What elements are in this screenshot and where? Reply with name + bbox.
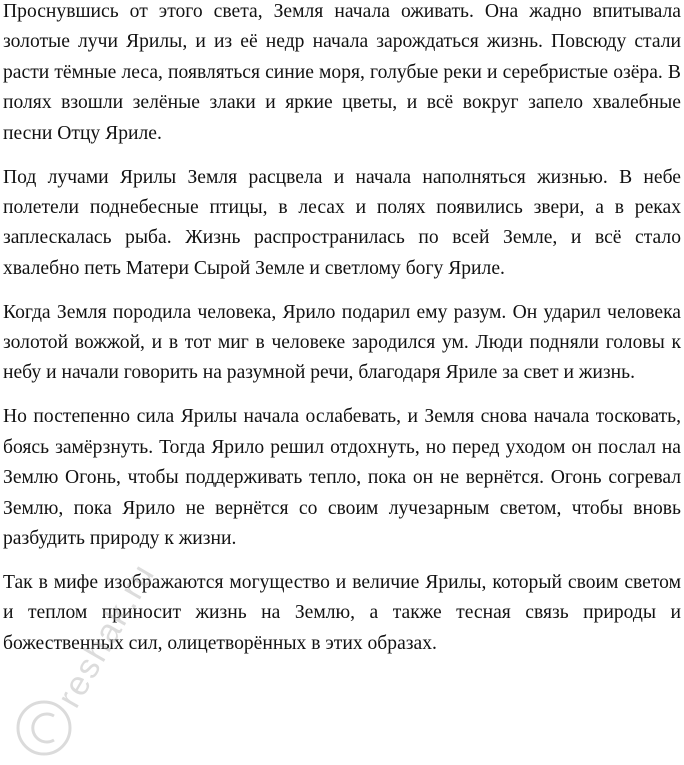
paragraph-3: Когда Земля породила человека, Ярило подарил ему разум. Он ударил человека золотой вожжой, и в тот миг в человеке зародился ум. Люди подняли головы к небу и начали говорить на разумной речи, благодаря Яриле за свет и жизнь. [3, 301, 681, 384]
paragraph-1: Проснувшись от этого света, Земля начала оживать. Она жадно впитывала золотые лучи Ярилы, и из её недр начала зарождаться жизнь. Повсюду стали расти тёмные леса, появляться синие моря, голубые реки и серебристые озёра. В полях взошли зелёные злаки и яркие цветы, и всё вокруг запело хвалебные песни Отцу Яриле. [3, 1, 681, 144]
copyright-c-icon [33, 714, 54, 742]
paragraph-4: Но постепенно сила Ярилы начала ослабевать, и Земля снова начала тосковать, боясь замёрзнуть. Тогда Ярило решил отдохнуть, но перед уходом он послал на Землю Огонь, чтобы поддерживать тепло, пока он не вернётся. Огонь согревал Землю, пока Ярило не вернётся со своим лучезарным светом, чтобы вновь разбудить природу к жизни. [3, 406, 681, 549]
paragraph-5: Так в мифе изображаются могущество и величие Ярилы, который своим светом и теплом приносит жизнь на Землю, а также тесная связь природы и божественных сил, олицетворённых в этих образах. [3, 571, 681, 654]
document-body [3, 0, 681, 673]
paragraph-2: Под лучами Ярилы Земля расцвела и начала наполняться жизнью. В небе полетели поднебесные птицы, в лесах и полях появились звери, а в реках заплескалась рыба. Жизнь распространилась по всей Земле, и всё стало хвалебно петь Матери Сырой Земле и светлому богу Яриле. [3, 166, 681, 279]
copyright-circle-icon [18, 702, 70, 754]
watermark-text: reshak.ru [50, 560, 163, 714]
